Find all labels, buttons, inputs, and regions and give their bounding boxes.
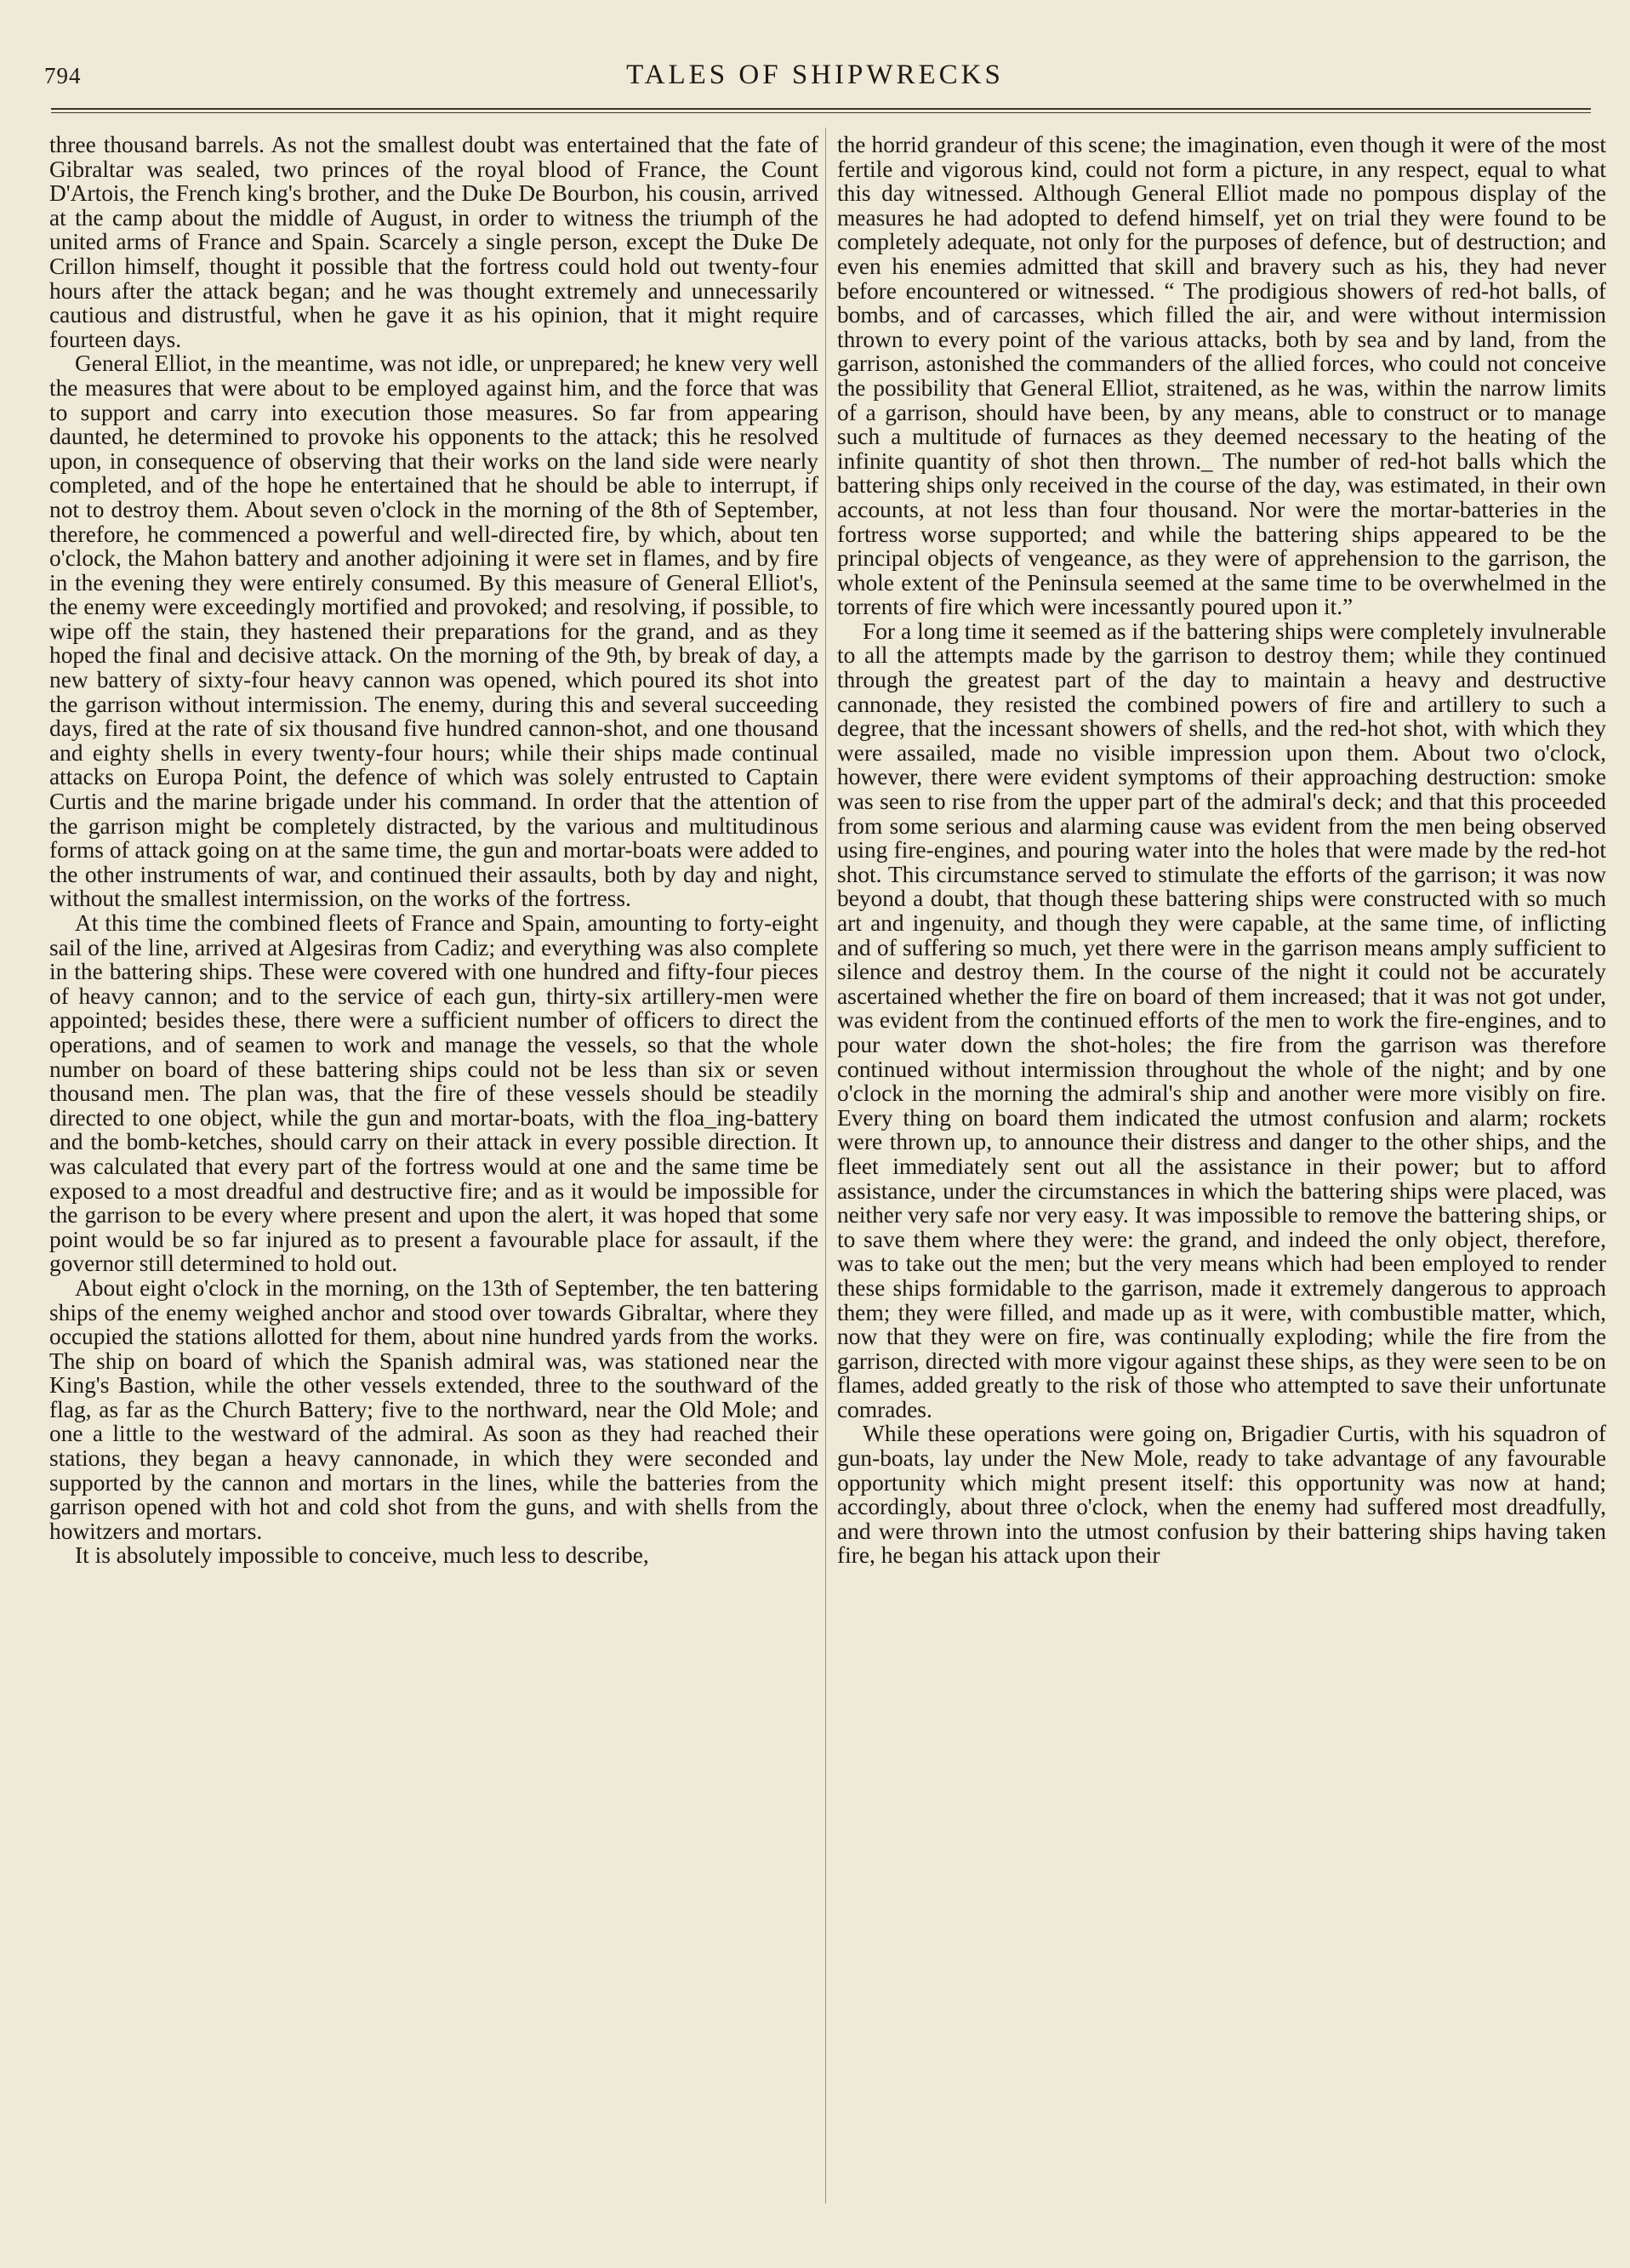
paragraph: It is absolutely impossible to conceive, much less to describe, (75, 1542, 649, 1569)
paragraph: General Elliot, in the meantime, was not idle, or unprepared; he knew very well the measures that were about to be employed against him, and the force that was to support and carry into execution those measures. So far from appearing daunted, he determined to provoke his opponents to the attack; this he resolved upon, in consequence of observing that their works on the land side were nearly completed, and of the hope he entertained that he should be able to interrupt, if not to destroy them. About seven o'clock in the morning of the 8th of September, therefore, he commenced a powerful and well-directed fire, by which, about ten o'clock, the Mahon battery and another adjoining it were set in flames, and by fire in the evening they were entirely consumed. By this measure of General Elliot's, the enemy were exceedingly mortified and provoked; and resolving, if possible, to wipe off the stain, they hastened their preparations for the grand, and as they hoped the final and decisive attack. On the morning of the 9th, by break of day, a new battery of sixty-four heavy cannon was opened, which poured its shot into the garrison without intermission. The enemy, during this and several succeeding days, fired at the rate of six thousand five hundred cannon-shot, and one thousand and eighty shells in every twenty-four hours; while their ships made continual attacks on Europa Point, the defence of which was solely entrusted to Captain Curtis and the marine brigade under his command. In order that the attention of the garrison might be completely distracted, by the various and multitudinous forms of attack going on at the same time, the gun and mortar-boats were added to the other instruments of war, and continued their assaults, both by day and night, without the smallest intermission, on the works of the fortress. (49, 350, 818, 912)
paragraph: For a long time it seemed as if the battering ships were completely invulnerable to all the attempts made by the garrison to destroy them; while they continued through the greatest part of the day to maintain a heavy and destructive cannonade, they resisted the combined powers of fire and artillery to such a degree, that the incessant showers of shells, and the red-hot shot, with which they were assailed, made no visible impression upon them. About two o'clock, however, there were evident symptoms of their approaching destruction: smoke was seen to rise from the upper part of the admiral's deck; and that this proceeded from some serious and alarming cause was evident from the men being observed using fire-engines, and pouring water into the holes that were made by the red-hot shot. This circumstance served to stimulate the efforts of the garrison; it was now beyond a doubt, that though these battering ships were constructed with so much art and ingenuity, and though they were capable, at the same time, of inflicting and of suffering so much, yet there were in the garrison means amply sufficient to silence and destroy them. In the course of the night it could not be accurately ascertained whether the fire on board of them increased; that it was not got under, was evident from the continued efforts of the men to work the fire-engines, and to pour water down the shot-holes; the fire from the garrison was therefore continued without intermission throughout the whole of the night; and by one o'clock in the morning the admiral's ship and another were more visibly on fire. Every thing on board them indicated the utmost confusion and alarm; rockets were thrown up, to announce their distress and danger to the other ships, and the fleet immediately sent out all the assistance in their power; but to afford assistance, under the circumstances in which the battering ships were placed, was neither very safe nor very easy. It was impossible to remove the battering ships, or to save them where they were: the grand, and indeed the only object, therefore, was to take out the men; but the very means which had been employed to render these ships formidable to the garrison, made it extremely dangerous to approach them; they were filled, and made up as it were, with combustible matter, which, now that they were on fire, was continually exploding; while the fire from the garrison, directed with more vigour against these ships, as they were seen to be on flames, added greatly to the risk of those who attempted to save their unfortunate comrades. (837, 618, 1606, 1422)
paragraph: three thousand barrels. As not the smallest doubt was entertained that the fate of Gibraltar was sealed, two princes of the royal blood of France, the Count D'Artois, the French king's brother, and the Duke De Bourbon, his cousin, arrived at the camp about the middle of August, in order to witness the triumph of the united arms of France and Spain. Scarcely a single person, except the Duke De Crillon himself, thought it possible that the fortress could hold out twenty-four hours after the attack began; and he was thought extremely and unnecessarily cautious and distrustful, when he gave it as his opinion, that it might require fourteen days. (49, 133, 818, 352)
paragraph: While these operations were going on, Brigadier Curtis, with his squadron of gun-boats, lay under the New Mole, ready to take advantage of any favourable opportunity which might present itself: this opportunity was now at hand; accordingly, about three o'clock, when the enemy had suffered most dreadfully, and were thrown into the utmost confusion by their battering ships having taken fire, he began his attack upon their (837, 1421, 1606, 1569)
right-column (837, 133, 1606, 2200)
left-column (49, 133, 818, 2200)
paragraph: About eight o'clock in the morning, on the 13th of September, the ten battering ships of the enemy weighed anchor and stood over towards Gibraltar, where they occupied the stations allotted for them, about nine hundred yards from the works. The ship on board of which the Spanish admiral was, was stationed near the King's Bastion, while the other vessels extended, three to the southward of the flag, as far as the Church Battery; five to the northward, near the Old Mole; and one a little to the westward of the admiral. As soon as they had reached their stations, they began a heavy cannonade, in which they were seconded and supported by the cannon and mortars in the lines, while the batteries from the garrison opened with hot and cold shot from the guns, and with shells from the howitzers and mortars. (49, 1274, 818, 1544)
header-rule (51, 108, 1591, 113)
paragraph: At this time the combined fleets of France and Spain, amounting to forty-eight sail of the line, arrived at Algesiras from Cadiz; and everything was also complete in the battering ships. These were covered with one hundred and fifty-four pieces of heavy cannon; and to the service of each gun, thirty-six artillery-men were appointed; besides these, there were a sufficient number of officers to direct the operations, and of seamen to work and manage the vessels, so that the whole number on board of these battering ships could not be less than six or seven thousand men. The plan was, that the fire of these vessels should be steadily directed to one object, while the gun and mortar-boats, with the floa_ing-battery and the bomb-ketches, should carry on their attack in every possible direction. It was calculated that every part of the fortress would at one and the same time be exposed to a most dreadful and destructive fire; and as it would be impossible for the garrison to be every where present and upon the alert, it was hoped that some point would be so far injured as to present a favourable place for assault, if the governor still determined to hold out. (49, 910, 818, 1277)
column-divider (825, 128, 826, 2203)
paragraph: the horrid grandeur of this scene; the imagination, even though it were of the most fertile and vigorous kind, could not form a picture, in any respect, equal to what this day witnessed. Although General Elliot made no pompous display of the measures he had adopted to defend himself, yet on trial they were found to be completely adequate, not only for the purposes of defence, but of destruction; and even his enemies admitted that skill and bravery such as his, they had never before encountered or witnessed. “ The prodigious showers of red-hot balls, of bombs, and of carcasses, which filled the air, and were without intermission thrown to every point of the various attacks, both by sea and by land, from the garrison, astonished the commanders of the allied forces, who could not conceive the possibility that General Elliot, straitened, as he was, within the narrow limits of a garrison, should have been, by any means, able to construct or to manage such a multitude of furnaces as they deemed necessary to the heating of the infinite quantity of shot then thrown._ The number of red-hot balls which the battering ships only received in the course of the day, was estimated, in their own accounts, at not less than four thousand. Nor were the mortar-batteries in the fortress worse supported; and while the battering ships appeared to be the principal objects of vengeance, as they were of apprehension to the garrison, the whole extent of the Peninsula seemed at the same time to be overwhelmed in the torrents of fire which were incessantly poured upon it.” (837, 133, 1606, 620)
page-number: 794 (44, 63, 82, 88)
running-title: TALES OF SHIPWRECKS (626, 60, 1004, 90)
